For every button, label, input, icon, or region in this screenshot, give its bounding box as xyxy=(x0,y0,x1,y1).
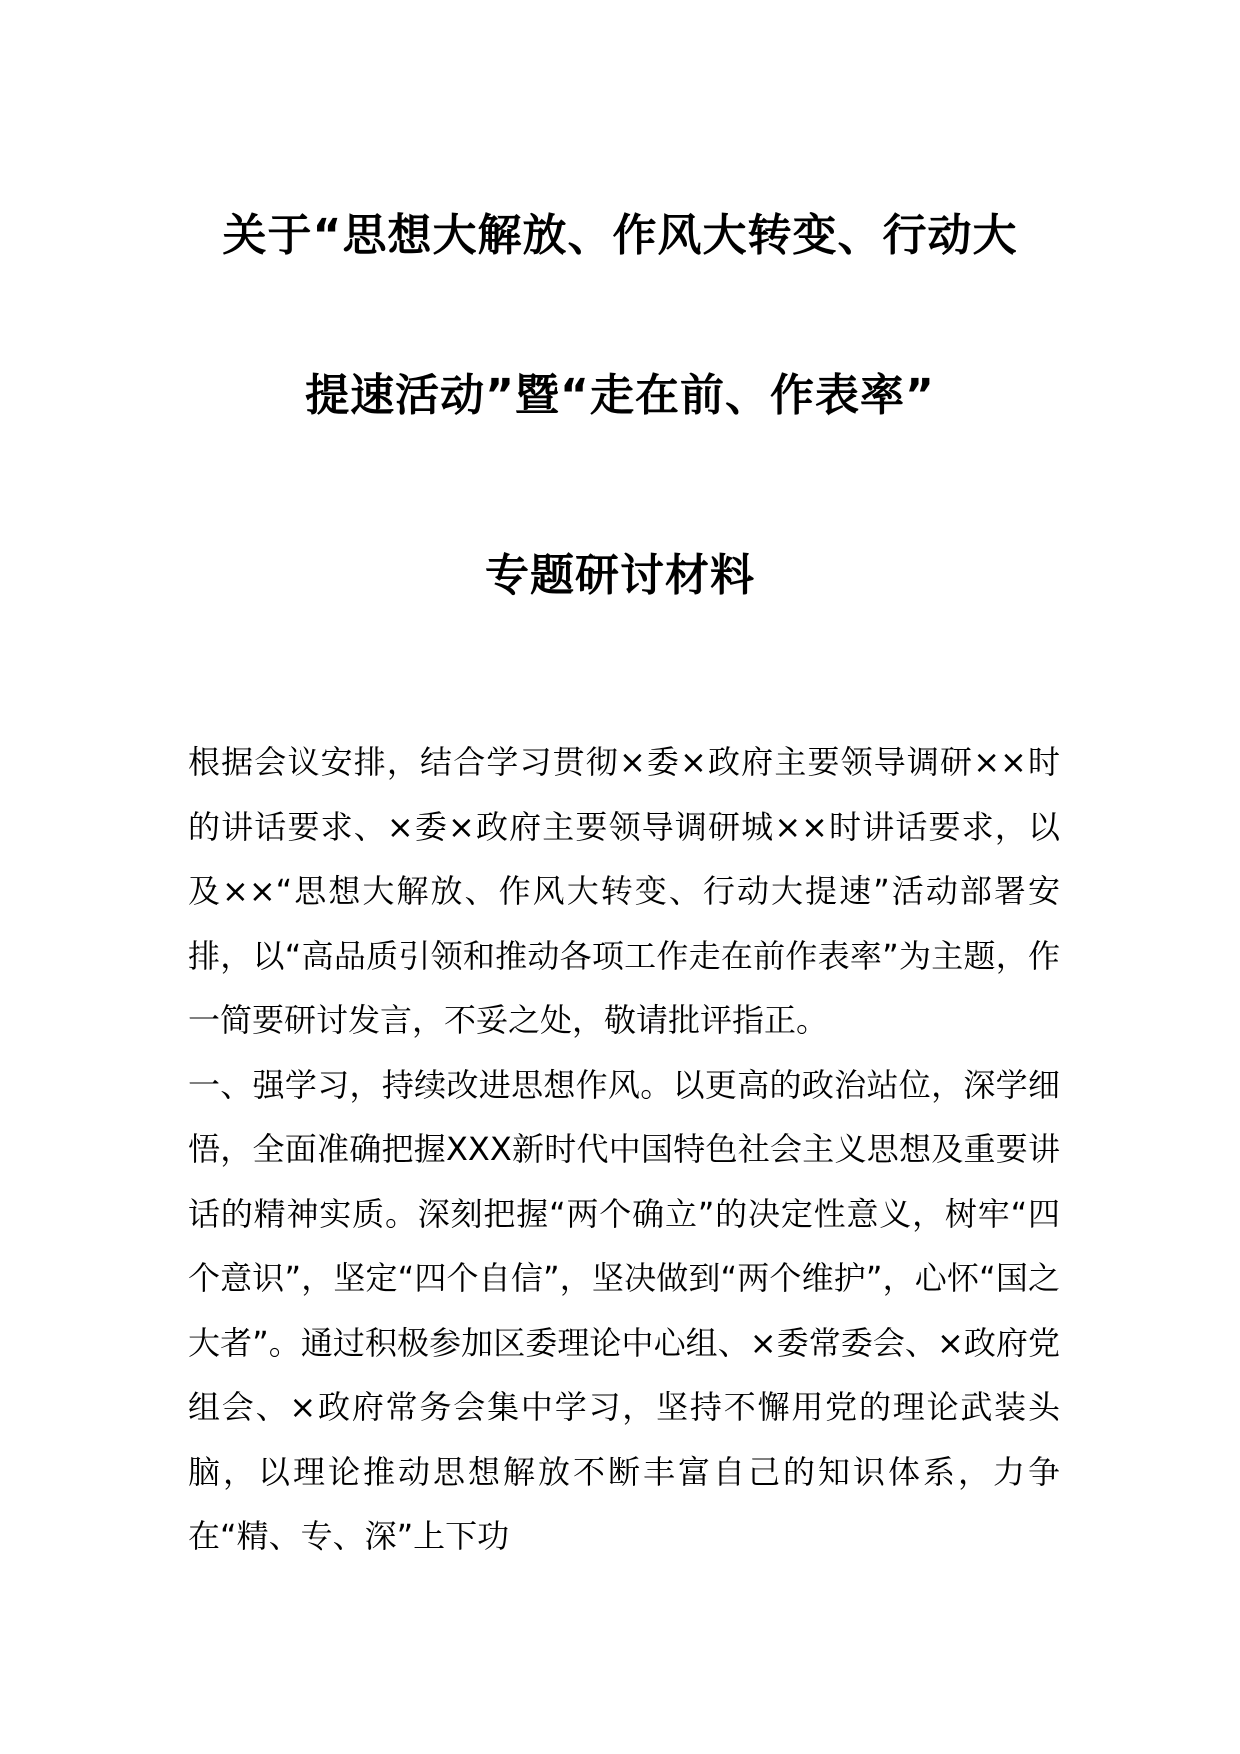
body-paragraph-intro: 根据会议安排，结合学习贯彻×委×政府主要领导调研××时的讲话要求、×委×政府主要领导调研城××时讲话要求，以及××“思想大解放、作风大转变、行动大提速”活动部署安排，以“高品质引领和推动各项工作走在前作表率”为主题，作一简要研讨发言，不妥之处，敬请批评指正。 xyxy=(188,743,1060,1039)
document-title-line-2: 提速活动”暨“走在前、作表率” xyxy=(305,370,935,421)
body-paragraph-section-1: 一、强学习，持续改进思想作风。以更高的政治站位，深学细悟，全面准确把握XXX新时代中国特色社会主义思想及重要讲话的精神实质。深刻把握“两个确立”的决定性意义，树牢“四个意识”，坚定“四个自信”，坚决做到“两个维护”，心怀“国之大者”。通过积极参加区委理论中心组、×委常委会、×政府党组会、×政府常务会集中学习，坚持不懈用党的理论武装头脑，以理论推动思想解放不断丰富自己的知识体系，力争在“精、专、深”上下功 xyxy=(188,1065,1060,1555)
document-body xyxy=(188,730,1060,1569)
document-title-line-3: 专题研讨材料 xyxy=(485,550,755,601)
document-title-line-1: 关于“思想大解放、作风大转变、行动大 xyxy=(222,210,1018,261)
